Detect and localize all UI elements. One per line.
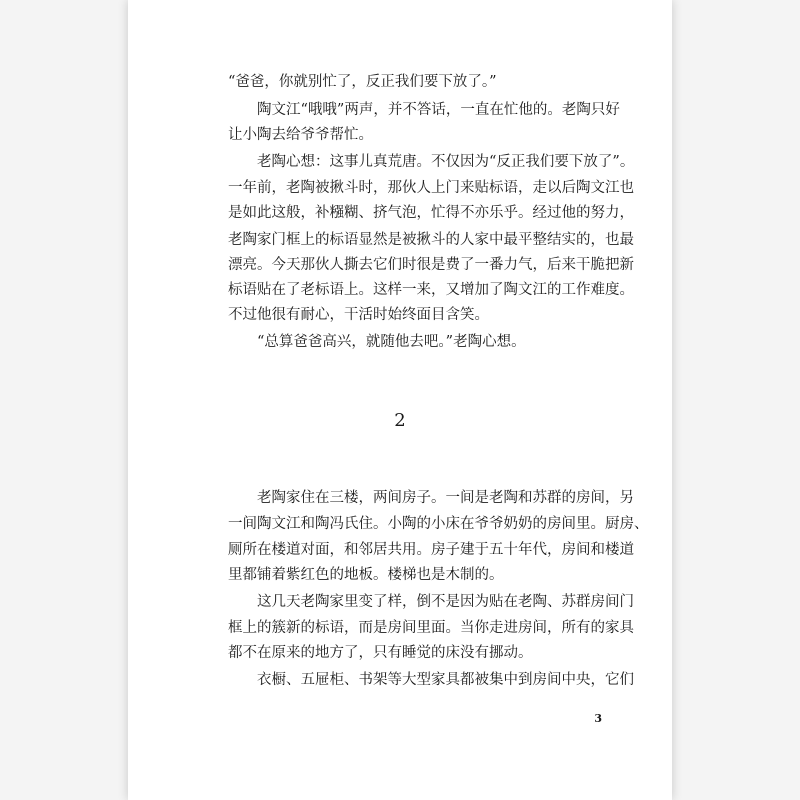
book-page [128, 0, 672, 800]
text-line: “总算爸爸高兴，就随他去吧。”老陶心想。 [228, 334, 526, 350]
text-line: 让小陶去给爷爷帮忙。 [228, 127, 373, 143]
text-line: 老陶家住在三楼，两间房子。一间是老陶和苏群的房间，另 [228, 490, 634, 506]
text-line: 这几天老陶家里变了样，倒不是因为贴在老陶、苏群房间门 [228, 594, 634, 610]
text-line: 漂亮。今天那伙人撕去它们时很是费了一番力气，后来干脆把新 [228, 257, 634, 273]
text-line: 标语贴在了老标语上。这样一来，又增加了陶文江的工作难度。 [228, 282, 634, 298]
text-line: 不过他很有耐心，干活时始终面目含笑。 [228, 307, 489, 323]
text-line: 陶文江“哦哦”两声，并不答话，一直在忙他的。老陶只好 [228, 102, 620, 118]
text-line: 厕所在楼道对面，和邻居共用。房子建于五十年代，房间和楼道 [228, 542, 634, 558]
text-line: 框上的簇新的标语，而是房间里面。当你走进房间，所有的家具 [228, 620, 634, 636]
text-line: 老陶家门框上的标语显然是被揪斗的人家中最平整结实的，也最 [228, 232, 634, 248]
page-number: 3 [594, 712, 602, 725]
text-line: 一年前，老陶被揪斗时，那伙人上门来贴标语，走以后陶文江也 [228, 180, 634, 196]
text-line: 是如此这般，补糨糊、挤气泡，忙得不亦乐乎。经过他的努力， [228, 205, 634, 221]
text-line: “爸爸，你就别忙了，反正我们要下放了。” [228, 74, 497, 90]
chapter-number: 2 [394, 410, 406, 431]
text-line: 都不在原来的地方了，只有睡觉的床没有挪动。 [228, 645, 533, 661]
text-line: 里都铺着紫红色的地板。楼梯也是木制的。 [228, 567, 504, 583]
text-line: 一间陶文江和陶冯氏住。小陶的小床在爷爷奶奶的房间里。厨房、 [228, 516, 649, 532]
text-line: 衣橱、五屉柜、书架等大型家具都被集中到房间中央，它们 [228, 672, 634, 688]
text-line: 老陶心想：这事儿真荒唐。不仅因为“反正我们要下放了”。 [228, 154, 635, 170]
